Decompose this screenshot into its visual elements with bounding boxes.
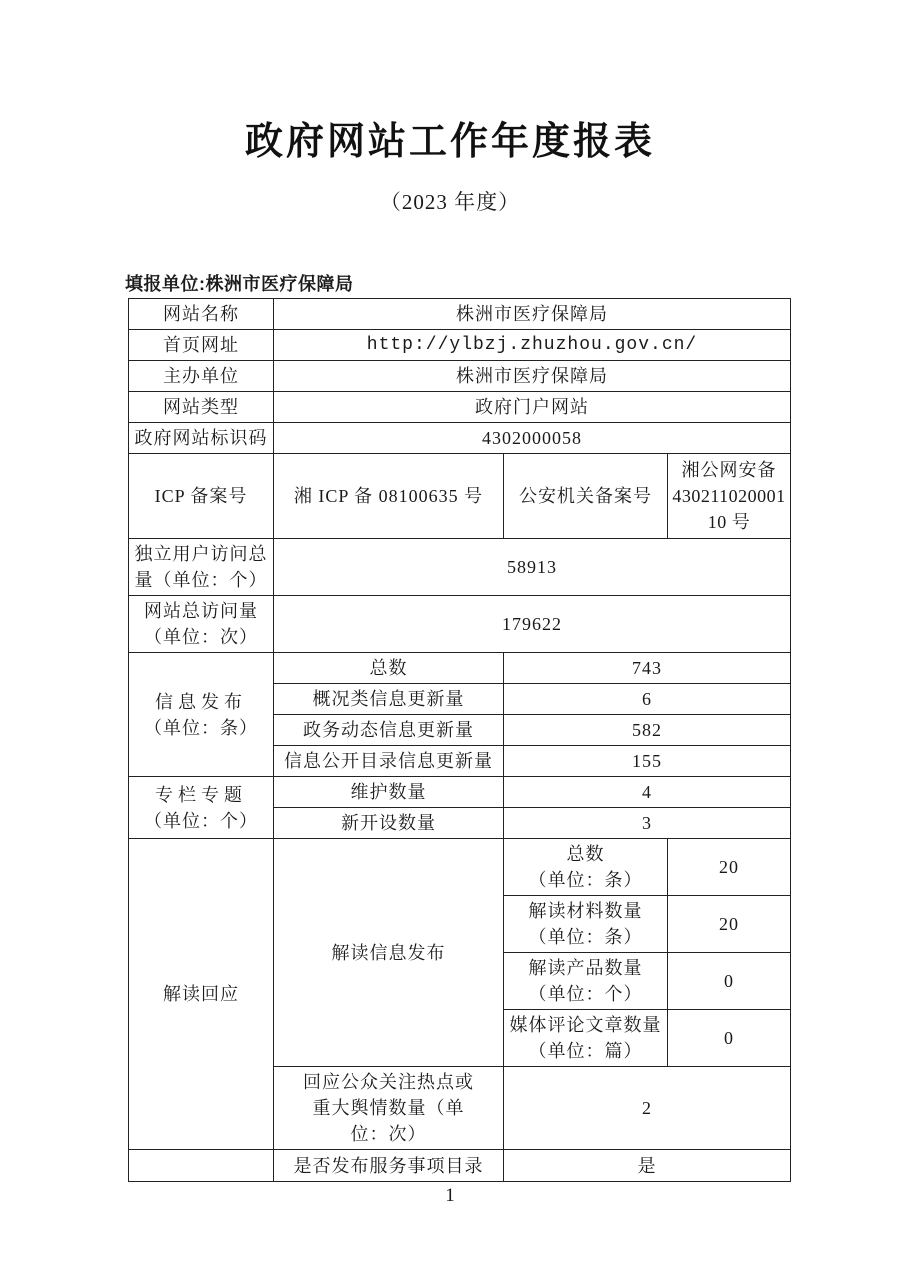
cell-interpret-material-value: 20: [668, 896, 791, 953]
cell-hotspot-value: 2: [504, 1067, 791, 1150]
cell-interpret-material-label: [504, 896, 668, 953]
cell-hotspot-label: [274, 1067, 504, 1150]
interpret-total-label: 总数: [566, 844, 605, 864]
cell-info-dynamic-value: 582: [504, 715, 791, 746]
cell-service-catalog-value: 是: [504, 1150, 791, 1182]
cell-special-columns-section: [129, 777, 274, 839]
table-row-info-total: [129, 653, 791, 684]
cell-organizer-label: 主办单位: [129, 361, 274, 392]
media-comment-label: 媒体评论文章数量: [509, 1015, 662, 1035]
media-comment-unit: （单位：篇）: [528, 1041, 643, 1061]
cell-columns-new-label: 新开设数量: [274, 808, 504, 839]
cell-info-directory-label: 信息公开目录信息更新量: [274, 746, 504, 777]
cell-interpret-total-label: [504, 839, 668, 896]
table-row-columns-maintained: [129, 777, 791, 808]
cell-total-visits-value: 179622: [274, 596, 791, 653]
cell-info-total-value: 743: [504, 653, 791, 684]
table-row-site-id: [129, 423, 791, 454]
cell-site-id-label: 政府网站标识码: [129, 423, 274, 454]
cell-site-type-label: 网站类型: [129, 392, 274, 423]
interpret-material-unit: （单位：条）: [528, 927, 643, 947]
interpret-product-unit: （单位：个）: [528, 984, 643, 1004]
cell-homepage-url-label: 首页网址: [129, 330, 274, 361]
interpret-product-label: 解读产品数量: [528, 958, 643, 978]
table-row-site-name: [129, 299, 791, 330]
cell-empty: [129, 1150, 274, 1182]
cell-interpret-total-value: 20: [668, 839, 791, 896]
cell-info-dynamic-label: 政务动态信息更新量: [274, 715, 504, 746]
cell-interpret-publish-label: 解读信息发布: [274, 839, 504, 1067]
cell-site-name-label: 网站名称: [129, 299, 274, 330]
cell-info-publish-section: [129, 653, 274, 777]
hotspot-label: 回应公众关注热点或重大舆情数量（单位：次）: [303, 1072, 474, 1144]
page-subtitle: （2023 年度）: [379, 190, 521, 214]
cell-interpretation-section: 解读回应: [129, 839, 274, 1150]
info-publish-section-unit: （单位：条）: [144, 717, 258, 738]
cell-interpret-product-value: 0: [668, 953, 791, 1010]
cell-interpret-product-label: [504, 953, 668, 1010]
interpret-material-label: 解读材料数量: [528, 901, 643, 921]
cell-media-comment-value: 0: [668, 1010, 791, 1067]
cell-columns-maintained-value: 4: [504, 777, 791, 808]
police-filing-number: 43021102000110 号: [672, 486, 786, 532]
cell-organizer-value: 株洲市医疗保障局: [274, 361, 791, 392]
cell-site-type-value: 政府门户网站: [274, 392, 791, 423]
cell-info-total-label: 总数: [274, 653, 504, 684]
table-row-service-catalog: [129, 1150, 791, 1182]
cell-info-overview-label: 概况类信息更新量: [274, 684, 504, 715]
cell-icp-value: 湘 ICP 备 08100635 号: [274, 454, 504, 539]
cell-icp-label: ICP 备案号: [129, 454, 274, 539]
police-filing-prefix: 湘公网安备: [681, 460, 777, 480]
cell-site-name-value: 株洲市医疗保障局: [274, 299, 791, 330]
cell-unique-visitors-value: 58913: [274, 539, 791, 596]
special-columns-section-unit: （单位：个）: [144, 810, 258, 831]
cell-unique-visitors-label: 独立用户访问总量（单位：个）: [129, 539, 274, 596]
cell-service-catalog-label: 是否发布服务事项目录: [274, 1150, 504, 1182]
cell-columns-maintained-label: 维护数量: [274, 777, 504, 808]
page-number: 1: [445, 1185, 455, 1206]
info-publish-section-label: 信息发布: [155, 691, 247, 712]
reporting-unit: 填报单位:株洲市医疗保障局: [125, 274, 354, 294]
table-row-total-visits: [129, 596, 791, 653]
annual-report-table: [128, 298, 791, 1182]
table-row-interpret-total: [129, 839, 791, 896]
cell-total-visits-label: 网站总访问量（单位：次）: [129, 596, 274, 653]
cell-info-directory-value: 155: [504, 746, 791, 777]
page-title: 政府网站工作年度报表: [244, 121, 655, 163]
cell-police-filing-label: 公安机关备案号: [504, 454, 668, 539]
table-row-site-type: [129, 392, 791, 423]
cell-site-id-value: 4302000058: [274, 423, 791, 454]
cell-columns-new-value: 3: [504, 808, 791, 839]
special-columns-section-label: 专栏专题: [155, 784, 247, 805]
cell-homepage-url-value: http://ylbzj.zhuzhou.gov.cn/: [274, 330, 791, 361]
table-row-organizer: [129, 361, 791, 392]
cell-police-filing-value: [668, 454, 791, 539]
cell-info-overview-value: 6: [504, 684, 791, 715]
table-row-homepage-url: [129, 330, 791, 361]
interpret-total-unit: （单位：条）: [528, 870, 643, 890]
table-row-unique-visitors: [129, 539, 791, 596]
cell-media-comment-label: [504, 1010, 668, 1067]
table-row-filing: [129, 454, 791, 539]
